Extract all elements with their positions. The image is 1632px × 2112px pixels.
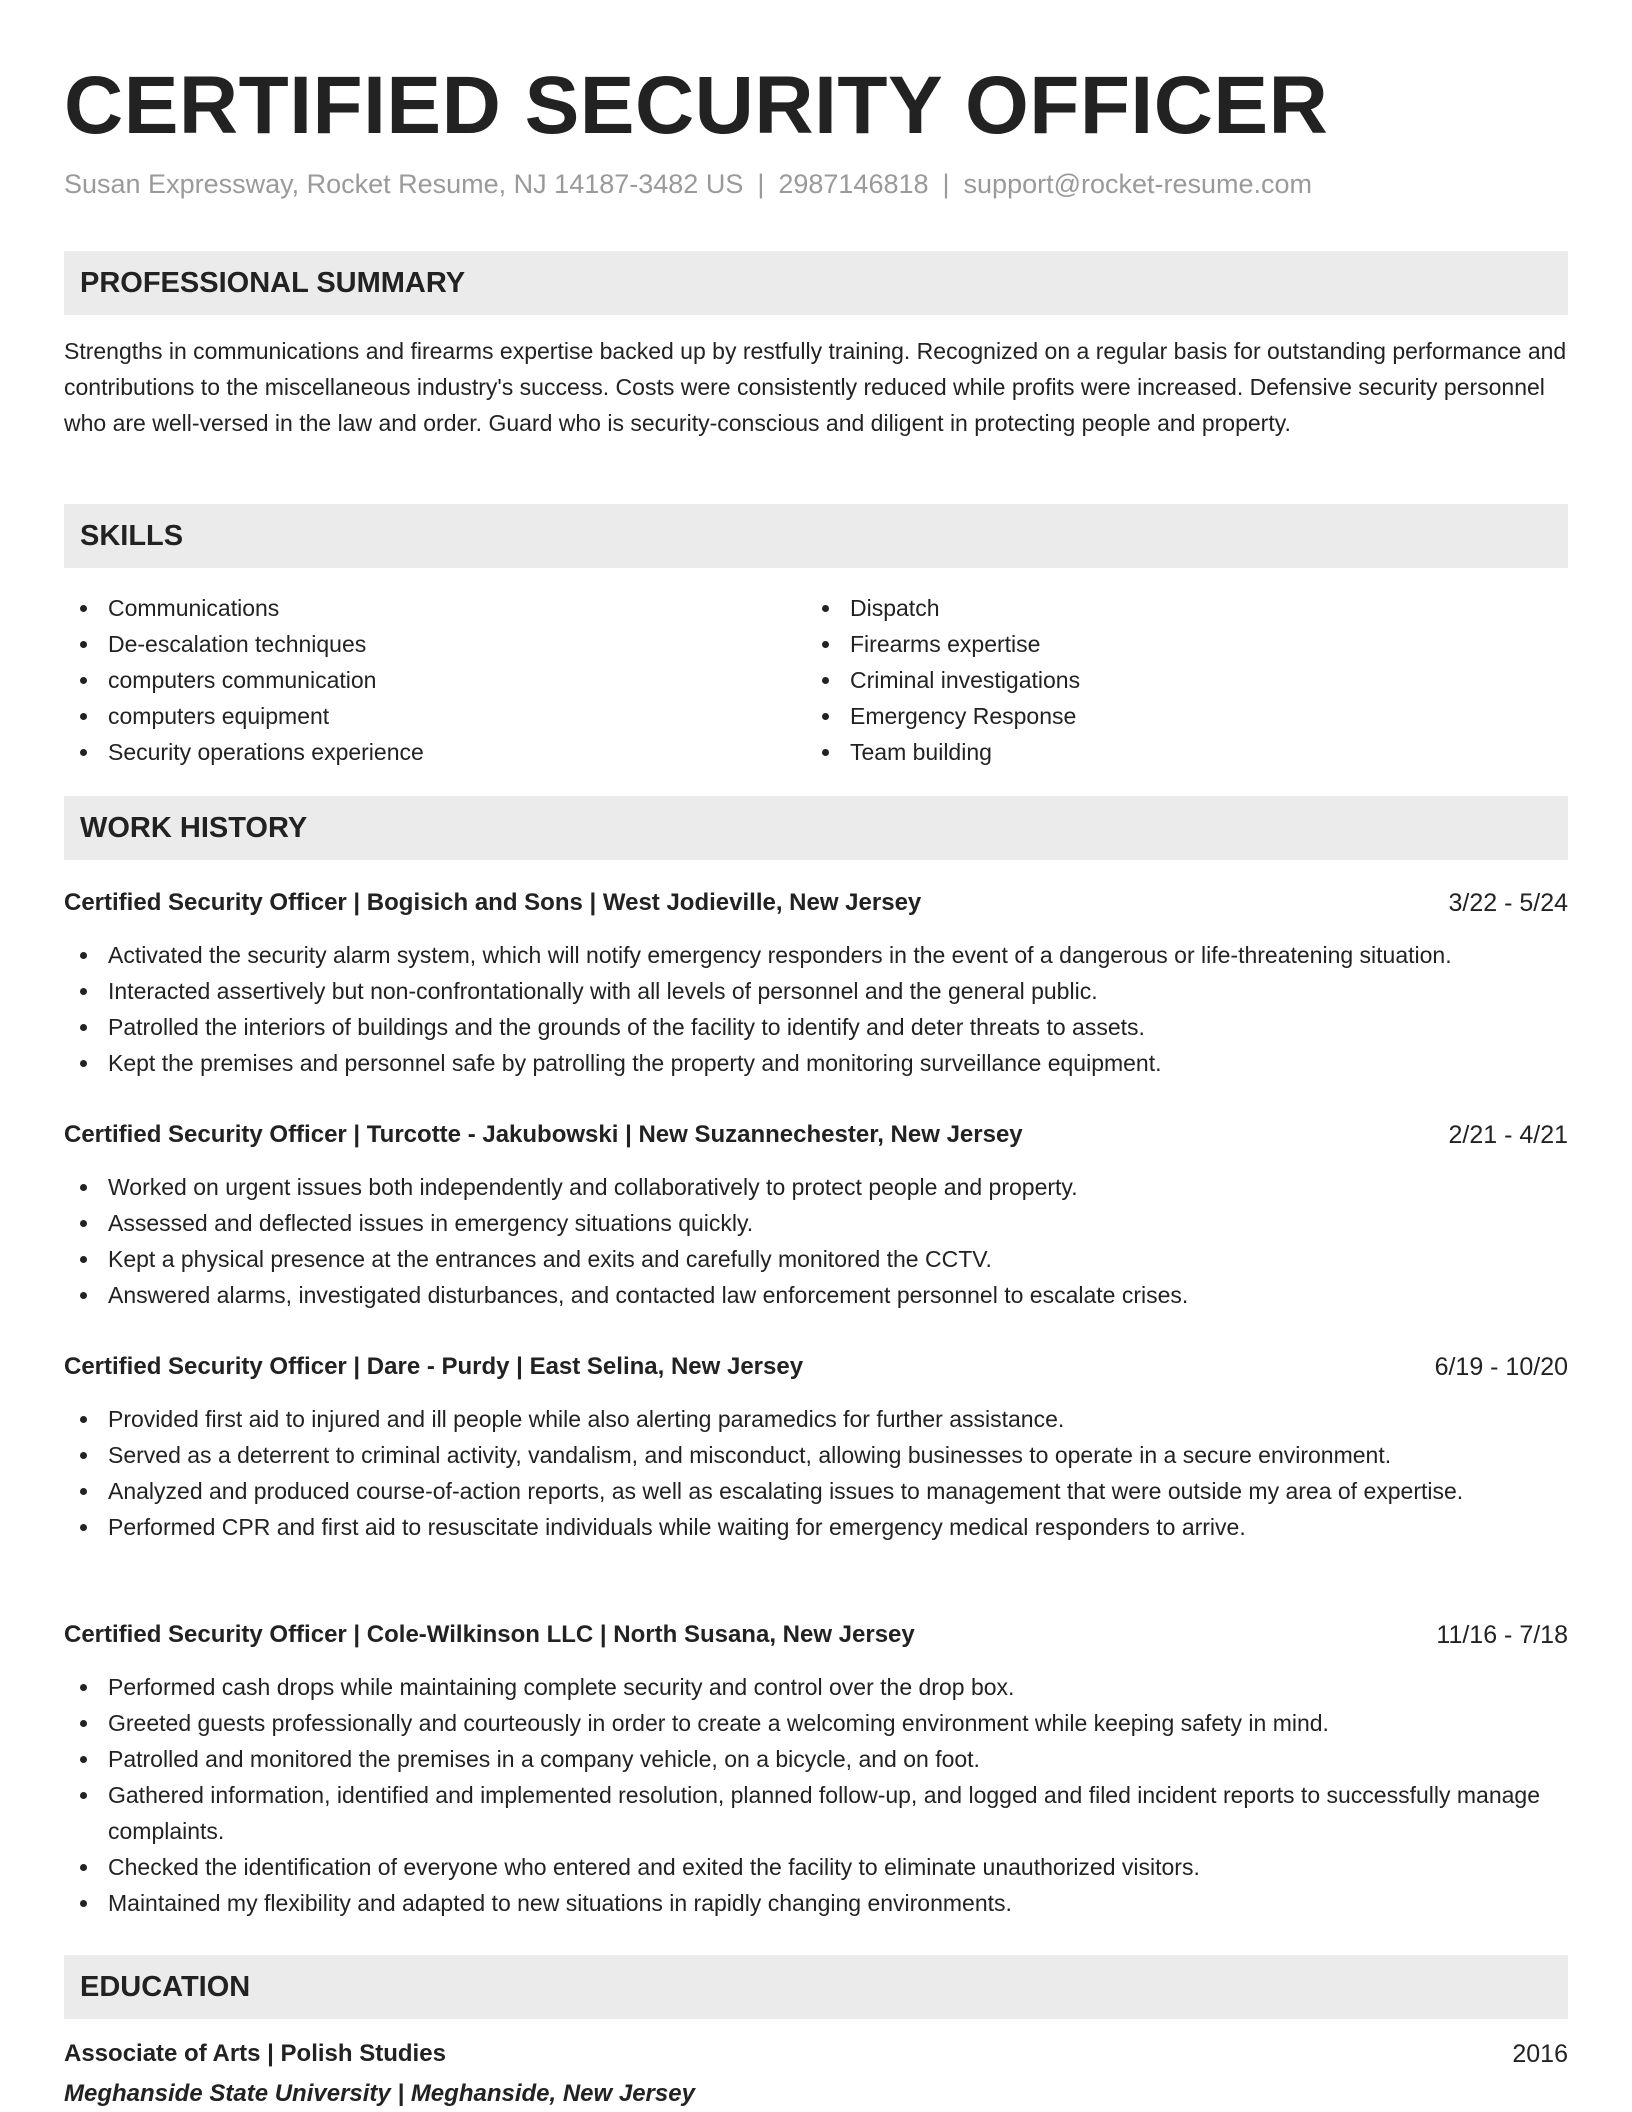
job-title: Certified Security Officer | Turcotte - Jakubowski | New Suzannechester, New Jersey (64, 1121, 1023, 1148)
job-bullet: Performed CPR and first aid to resuscitate individuals while waiting for emergency medical responders to arrive. (64, 1509, 1568, 1545)
contact-separator: | (942, 169, 950, 199)
professional-summary: Strengths in communications and firearms expertise backed up by restfully training. Recognized on a regular basis for outstanding performance and contributions to the miscellaneous industry's success. Costs were consistently reduced while profits were increased. Defensive security personnel who are well-versed in the law and order. Guard who is security-conscious and diligent in protecting people and property. (64, 338, 1567, 436)
skill-item: Security operations experience (64, 734, 424, 770)
job-bullet: Provided first aid to injured and ill people while also alerting paramedics for further assistance. (64, 1401, 1568, 1437)
section-header-work-history (64, 796, 1568, 860)
section-header-summary (64, 251, 1568, 315)
job-bullets (64, 1669, 1568, 1921)
job-bullet: Worked on urgent issues both independently and collaboratively to protect people and property. (64, 1169, 1568, 1205)
education-year: 2016 (1512, 2040, 1568, 2068)
job-entry (64, 885, 1568, 1081)
skill-item: De-escalation techniques (64, 626, 424, 662)
skill-item: Firearms expertise (806, 626, 1080, 662)
skill-item: computers communication (64, 662, 424, 698)
education-header (64, 2036, 1568, 2072)
skill-item: Emergency Response (806, 698, 1080, 734)
education-school: Meghanside State University | Meghanside, New Jersey (64, 2080, 695, 2107)
job-header (64, 1617, 1568, 1653)
education-entry (64, 2036, 1568, 2112)
job-entry (64, 1117, 1568, 1313)
section-header-education (64, 1955, 1568, 2019)
job-bullet: Maintained my flexibility and adapted to new situations in rapidly changing environments. (64, 1885, 1568, 1921)
contact-email: support@rocket-resume.com (963, 169, 1313, 199)
skill-item: Dispatch (806, 590, 1080, 626)
section-header-skills (64, 504, 1568, 568)
section-title: EDUCATION (80, 1971, 251, 2003)
job-title: Certified Security Officer | Cole-Wilkinson LLC | North Susana, New Jersey (64, 1621, 915, 1648)
job-header (64, 885, 1568, 921)
job-bullet: Served as a deterrent to criminal activity, vandalism, and misconduct, allowing businesses to operate in a secure environment. (64, 1437, 1568, 1473)
job-bullet: Interacted assertively but non-confrontationally with all levels of personnel and the general public. (64, 973, 1568, 1009)
skill-item: computers equipment (64, 698, 424, 734)
contact-line (64, 166, 1312, 202)
job-bullet: Checked the identification of everyone who entered and exited the facility to eliminate unauthorized visitors. (64, 1849, 1568, 1885)
contact-address: Susan Expressway, Rocket Resume, NJ 14187-3482 US (64, 169, 744, 199)
job-bullet: Kept the premises and personnel safe by patrolling the property and monitoring surveillance equipment. (64, 1045, 1568, 1081)
skill-item: Team building (806, 734, 1080, 770)
job-bullet: Analyzed and produced course-of-action reports, as well as escalating issues to management that were outside my area of expertise. (64, 1473, 1568, 1509)
job-dates: 6/19 - 10/20 (1434, 1353, 1568, 1381)
skills-column-left (64, 590, 424, 770)
contact-separator: | (757, 169, 765, 199)
skills-column-right (806, 590, 1080, 770)
job-bullet: Answered alarms, investigated disturbances, and contacted law enforcement personnel to escalate crises. (64, 1277, 1568, 1313)
job-entry (64, 1617, 1568, 1921)
job-dates: 3/22 - 5/24 (1448, 889, 1568, 917)
job-bullet: Patrolled and monitored the premises in a company vehicle, on a bicycle, and on foot. (64, 1741, 1568, 1777)
job-bullet: Assessed and deflected issues in emergency situations quickly. (64, 1205, 1568, 1241)
skill-item: Communications (64, 590, 424, 626)
job-dates: 2/21 - 4/21 (1448, 1121, 1568, 1149)
job-bullets (64, 1169, 1568, 1313)
job-title: Certified Security Officer | Bogisich and Sons | West Jodieville, New Jersey (64, 889, 922, 916)
job-dates: 11/16 - 7/18 (1436, 1621, 1568, 1649)
section-title: WORK HISTORY (80, 812, 308, 844)
job-bullet: Greeted guests professionally and courteously in order to create a welcoming environment while keeping safety in mind. (64, 1705, 1568, 1741)
resume-name: CERTIFIED SECURITY OFFICER (64, 60, 1329, 151)
job-bullet: Kept a physical presence at the entrances and exits and carefully monitored the CCTV. (64, 1241, 1568, 1277)
job-bullets (64, 1401, 1568, 1545)
job-bullet: Patrolled the interiors of buildings and the grounds of the facility to identify and deter threats to assets. (64, 1009, 1568, 1045)
contact-phone: 2987146818 (778, 169, 929, 199)
job-bullet: Gathered information, identified and implemented resolution, planned follow-up, and logged and filed incident reports to successfully manage complaints. (64, 1777, 1568, 1849)
skill-item: Criminal investigations (806, 662, 1080, 698)
job-bullets (64, 937, 1568, 1081)
job-bullet: Activated the security alarm system, which will notify emergency responders in the event of a dangerous or life-threatening situation. (64, 937, 1568, 973)
section-title: PROFESSIONAL SUMMARY (80, 267, 466, 299)
job-bullet: Performed cash drops while maintaining complete security and control over the drop box. (64, 1669, 1568, 1705)
job-title: Certified Security Officer | Dare - Purdy | East Selina, New Jersey (64, 1353, 804, 1380)
education-degree: Associate of Arts | Polish Studies (64, 2040, 446, 2067)
job-header (64, 1349, 1568, 1385)
job-entry (64, 1349, 1568, 1545)
section-title: SKILLS (80, 520, 184, 552)
job-header (64, 1117, 1568, 1153)
